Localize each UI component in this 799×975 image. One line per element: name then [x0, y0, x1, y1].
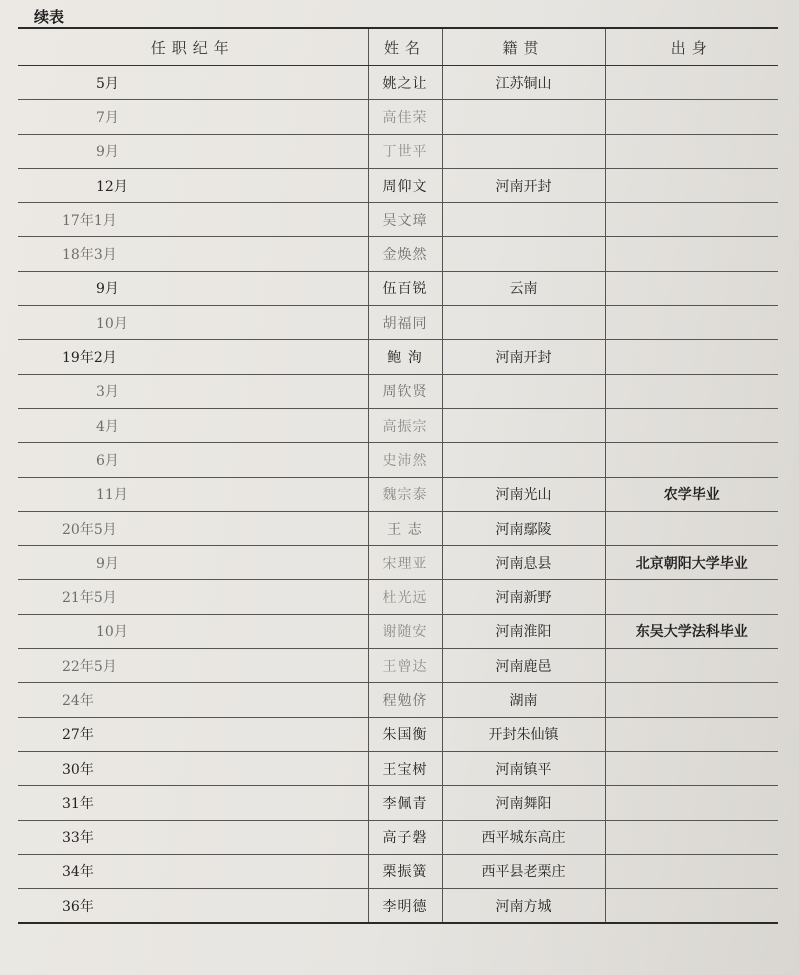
- cell-period: 10月: [18, 306, 368, 340]
- cell-name: 周仰文: [368, 168, 442, 202]
- cell-period: 20年5月: [18, 511, 368, 545]
- table-row: [18, 820, 778, 854]
- cell-background: [605, 237, 778, 271]
- cell-native-place: 江苏铜山: [442, 66, 605, 100]
- table-row: [18, 580, 778, 614]
- table-row: [18, 203, 778, 237]
- cell-background: [605, 889, 778, 924]
- cell-background: [605, 683, 778, 717]
- table-row: [18, 546, 778, 580]
- cell-name: 吴文璋: [368, 203, 442, 237]
- cell-native-place: 河南鹿邑: [442, 649, 605, 683]
- cell-background: [605, 443, 778, 477]
- cell-name: 丁世平: [368, 134, 442, 168]
- table-row: [18, 340, 778, 374]
- cell-name: 杜光远: [368, 580, 442, 614]
- cell-native-place: 河南息县: [442, 546, 605, 580]
- table-row: [18, 237, 778, 271]
- cell-native-place: [442, 306, 605, 340]
- cell-native-place: 云南: [442, 271, 605, 305]
- cell-name: 程勉侪: [368, 683, 442, 717]
- cell-period: 18年3月: [18, 237, 368, 271]
- cell-period: 34年: [18, 854, 368, 888]
- cell-name: 栗振簧: [368, 854, 442, 888]
- cell-period: 11月: [18, 477, 368, 511]
- column-header-background: 出身: [605, 28, 778, 66]
- cell-native-place: 河南鄢陵: [442, 511, 605, 545]
- table-row: [18, 649, 778, 683]
- cell-name: 朱国衡: [368, 717, 442, 751]
- cell-native-place: 西平城东高庄: [442, 820, 605, 854]
- cell-background: [605, 408, 778, 442]
- table-row: [18, 511, 778, 545]
- table-body: [18, 66, 778, 924]
- cell-period: 3月: [18, 374, 368, 408]
- cell-period: 31年: [18, 786, 368, 820]
- cell-native-place: 开封朱仙镇: [442, 717, 605, 751]
- cell-background: [605, 820, 778, 854]
- cell-period: 12月: [18, 168, 368, 202]
- column-header-native-place: 籍贯: [442, 28, 605, 66]
- cell-name: 胡福同: [368, 306, 442, 340]
- table-row: [18, 271, 778, 305]
- table-row: [18, 306, 778, 340]
- cell-background: [605, 271, 778, 305]
- table-row: [18, 786, 778, 820]
- cell-background: [605, 203, 778, 237]
- cell-background: [605, 168, 778, 202]
- cell-native-place: [442, 374, 605, 408]
- table-row: [18, 477, 778, 511]
- cell-native-place: [442, 237, 605, 271]
- cell-period: 36年: [18, 889, 368, 924]
- cell-name: 史沛然: [368, 443, 442, 477]
- cell-period: 17年1月: [18, 203, 368, 237]
- cell-name: 周钦贤: [368, 374, 442, 408]
- cell-period: 10月: [18, 614, 368, 648]
- table-row: [18, 889, 778, 924]
- cell-period: 30年: [18, 751, 368, 785]
- cell-background: [605, 717, 778, 751]
- cell-native-place: [442, 100, 605, 134]
- cell-native-place: [442, 203, 605, 237]
- cell-period: 7月: [18, 100, 368, 134]
- cell-period: 22年5月: [18, 649, 368, 683]
- cell-name: 谢随安: [368, 614, 442, 648]
- cell-name: 高佳荣: [368, 100, 442, 134]
- table-row: [18, 100, 778, 134]
- table-header-row: [18, 28, 778, 66]
- cell-name: 王 志: [368, 511, 442, 545]
- cell-background: [605, 134, 778, 168]
- cell-name: 王曾达: [368, 649, 442, 683]
- table-row: [18, 751, 778, 785]
- cell-period: 6月: [18, 443, 368, 477]
- cell-native-place: 河南开封: [442, 168, 605, 202]
- cell-name: 王宝树: [368, 751, 442, 785]
- cell-period: 9月: [18, 546, 368, 580]
- cell-background: [605, 340, 778, 374]
- cell-background: [605, 751, 778, 785]
- table-row: [18, 168, 778, 202]
- cell-native-place: 湖南: [442, 683, 605, 717]
- cell-background: [605, 66, 778, 100]
- cell-name: 金焕然: [368, 237, 442, 271]
- table-row: [18, 717, 778, 751]
- cell-background: [605, 649, 778, 683]
- table-row: [18, 443, 778, 477]
- table-row: [18, 854, 778, 888]
- cell-native-place: [442, 134, 605, 168]
- cell-name: 伍百锐: [368, 271, 442, 305]
- column-header-name: 姓名: [368, 28, 442, 66]
- cell-name: 姚之让: [368, 66, 442, 100]
- cell-name: 高子磐: [368, 820, 442, 854]
- cell-native-place: 河南舞阳: [442, 786, 605, 820]
- cell-period: 9月: [18, 271, 368, 305]
- cell-background: 北京朝阳大学毕业: [605, 546, 778, 580]
- cell-period: 9月: [18, 134, 368, 168]
- table-row: [18, 134, 778, 168]
- cell-background: [605, 306, 778, 340]
- cell-name: 鲍 洵: [368, 340, 442, 374]
- cell-period: 24年: [18, 683, 368, 717]
- cell-period: 21年5月: [18, 580, 368, 614]
- table-row: [18, 683, 778, 717]
- cell-name: 宋理亚: [368, 546, 442, 580]
- cell-period: 27年: [18, 717, 368, 751]
- column-header-period: 任职纪年: [18, 28, 368, 66]
- cell-background: 东吴大学法科毕业: [605, 614, 778, 648]
- cell-period: 4月: [18, 408, 368, 442]
- cell-name: 李明德: [368, 889, 442, 924]
- cell-name: 高振宗: [368, 408, 442, 442]
- cell-native-place: 河南淮阳: [442, 614, 605, 648]
- cell-native-place: 河南镇平: [442, 751, 605, 785]
- cell-native-place: 河南开封: [442, 340, 605, 374]
- cell-period: 5月: [18, 66, 368, 100]
- cell-background: [605, 511, 778, 545]
- cell-native-place: 西平县老栗庄: [442, 854, 605, 888]
- cell-background: [605, 374, 778, 408]
- cell-period: 19年2月: [18, 340, 368, 374]
- table-row: [18, 66, 778, 100]
- cell-native-place: 河南方城: [442, 889, 605, 924]
- continued-table-heading: 续表: [34, 8, 65, 26]
- table-row: [18, 408, 778, 442]
- cell-native-place: 河南新野: [442, 580, 605, 614]
- cell-native-place: [442, 408, 605, 442]
- cell-name: 李佩青: [368, 786, 442, 820]
- cell-background: 农学毕业: [605, 477, 778, 511]
- officials-table: [18, 27, 778, 924]
- table-row: [18, 374, 778, 408]
- cell-background: [605, 854, 778, 888]
- table-row: [18, 614, 778, 648]
- cell-background: [605, 100, 778, 134]
- cell-background: [605, 580, 778, 614]
- cell-background: [605, 786, 778, 820]
- cell-name: 魏宗泰: [368, 477, 442, 511]
- cell-native-place: [442, 443, 605, 477]
- cell-period: 33年: [18, 820, 368, 854]
- cell-native-place: 河南光山: [442, 477, 605, 511]
